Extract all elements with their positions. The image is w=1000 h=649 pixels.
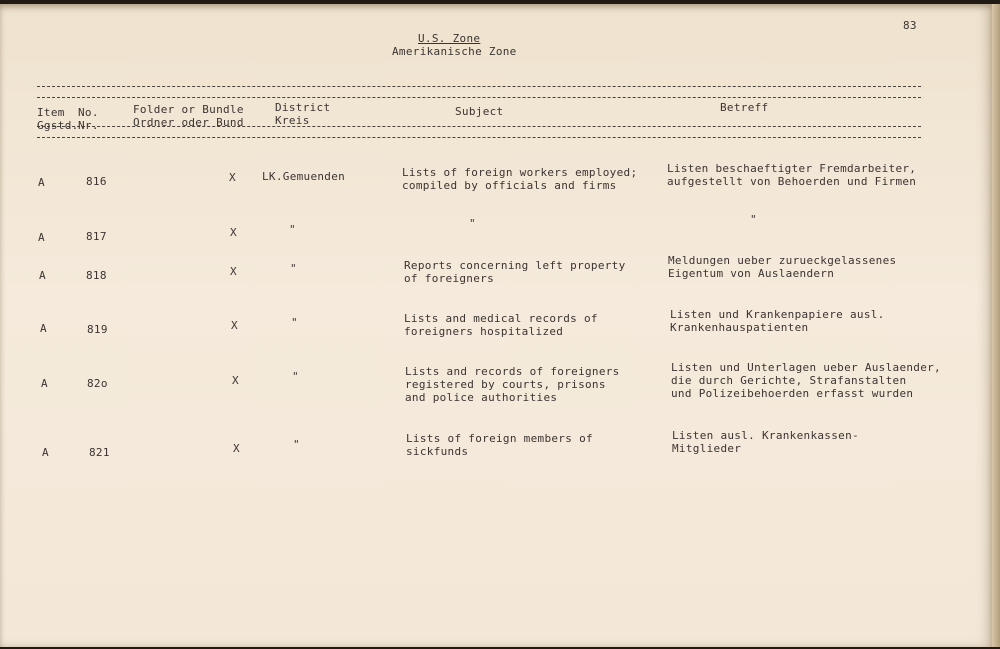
col-betreff: Betreff	[720, 101, 769, 114]
col-folder-de: Ordner oder Bund	[133, 116, 244, 129]
col-no-de: Nr.	[78, 119, 99, 132]
row-folder: X	[230, 265, 237, 278]
col-item-de: Ggstd.	[37, 119, 79, 132]
col-item-en: Item	[37, 106, 65, 119]
row-item: A	[38, 176, 45, 189]
row-item: A	[38, 231, 45, 244]
row-no: 816	[86, 175, 107, 188]
row-item: A	[39, 269, 46, 282]
row-item: A	[41, 377, 48, 390]
row-betreff-line: Eigentum von Auslaendern	[668, 267, 835, 280]
row-district: "	[293, 438, 300, 451]
row-subject-line: and police authorities	[405, 391, 558, 404]
row-subject-line: Lists and medical records of	[404, 312, 598, 325]
row-subject-line: Lists and records of foreigners	[405, 365, 620, 378]
row-subject-line: Lists of foreign workers employed;	[402, 166, 638, 179]
header-rule-bottom-2	[37, 137, 921, 138]
row-folder: X	[231, 319, 238, 332]
row-item: A	[42, 446, 49, 459]
row-subject-line: registered by courts, prisons	[405, 378, 606, 391]
page-edge	[992, 4, 1000, 647]
row-betreff-line: Listen beschaeftigter Fremdarbeiter,	[667, 162, 917, 175]
row-subject-line: compiled by officials and firms	[402, 179, 617, 192]
row-betreff-line: Mitglieder	[672, 442, 742, 455]
col-district-en: District	[275, 101, 331, 114]
header-rule-top-2	[37, 97, 921, 98]
row-subject-line: Reports concerning left property	[404, 259, 626, 272]
row-betreff-line: aufgestellt von Behoerden und Firmen	[667, 175, 917, 188]
row-district: "	[289, 223, 296, 236]
col-district-de: Kreis	[275, 114, 310, 127]
row-folder: X	[232, 374, 239, 387]
row-district: "	[292, 370, 299, 383]
zone-title-de: Amerikanische Zone	[392, 45, 517, 58]
header-rule-top	[37, 86, 921, 87]
row-folder: X	[229, 171, 236, 184]
col-subject: Subject	[455, 105, 504, 118]
row-district: LK.Gemuenden	[262, 170, 346, 183]
row-item: A	[40, 322, 47, 335]
row-folder: X	[233, 442, 240, 455]
zone-title-en: U.S. Zone	[418, 32, 481, 45]
row-betreff-line: "	[750, 213, 757, 226]
row-no: 82o	[87, 377, 108, 390]
col-no-en: No.	[78, 106, 99, 119]
row-no: 817	[86, 230, 107, 243]
page-number: 83	[903, 19, 917, 32]
row-betreff-line: Listen und Unterlagen ueber Auslaender,	[671, 361, 941, 374]
row-betreff-line: die durch Gerichte, Strafanstalten	[671, 374, 907, 387]
row-betreff-line: Listen und Krankenpapiere ausl.	[670, 308, 885, 321]
row-district: "	[291, 316, 298, 329]
row-subject-line: foreigners hospitalized	[404, 325, 564, 338]
col-folder-en: Folder or Bundle	[133, 103, 244, 116]
row-no: 821	[89, 446, 110, 459]
row-betreff-line: Listen ausl. Krankenkassen-	[672, 429, 859, 442]
row-subject-line: Lists of foreign members of	[406, 432, 593, 445]
row-folder: X	[230, 226, 237, 239]
row-betreff-line: und Polizeibehoerden erfasst wurden	[671, 387, 914, 400]
row-subject-line: of foreigners	[404, 272, 494, 285]
row-no: 818	[86, 269, 107, 282]
row-subject-line: "	[469, 217, 476, 230]
row-district: "	[290, 262, 297, 275]
row-no: 819	[87, 323, 108, 336]
row-subject-line: sickfunds	[406, 445, 469, 458]
row-betreff-line: Meldungen ueber zurueckgelassenes	[668, 254, 897, 267]
row-betreff-line: Krankenhauspatienten	[670, 321, 809, 334]
